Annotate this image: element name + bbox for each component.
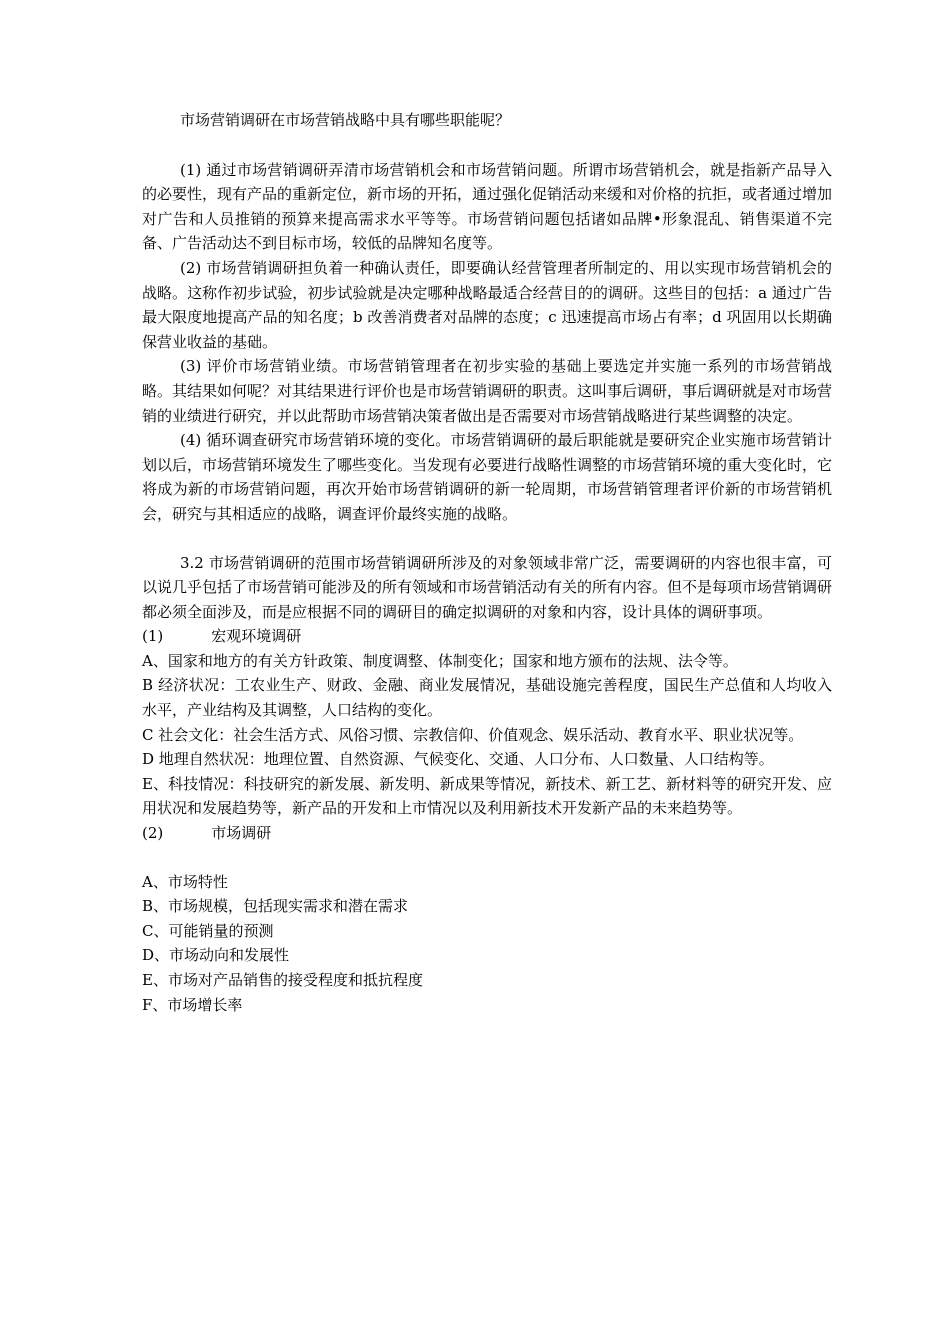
- function-paragraph-1: (1) 通过市场营销调研弄清市场营销机会和市场营销问题。所谓市场营销机会，就是指新产品导入的必要性，现有产品的重新定位，新市场的开拓，通过强化促销活动来缓和对价格的抗拒，或者通过增加对广告和人员推销的预算来提高需求水平等等。市场营销问题包括诸如品牌•形象混乱、销售渠道不完备、广告活动达不到目标市场，较低的品牌知名度等。: [142, 160, 833, 253]
- scope-intro-paragraph: 3.2 市场营销调研的范围市场营销调研所涉及的对象领域非常广泛，需要调研的内容也很丰富，可以说几乎包括了市场营销可能涉及的所有领域和市场营销活动有关的所有内容。但不是每项市场营销调研都必须全面涉及，而是应根据不同的调研目的确定拟调研的对象和内容，设计具体的调研事项。: [142, 553, 833, 621]
- macro-item-e: E、科技情况：科技研究的新发展、新发明、新成果等情况，新技术、新工艺、新材料等的研究开发、应用状况和发展趋势等，新产品的开发和上市情况以及利用新技术开发新产品的未来趋势等。: [142, 774, 832, 818]
- section-title: 市场调研: [211, 824, 272, 843]
- function-paragraph-2: (2) 市场营销调研担负着一种确认责任，即要确认经营管理者所制定的、用以实现市场营销机会的战略。这称作初步试验，初步试验就是决定哪种战略最适合经营目的的调研。这些目的包括：a 通过广告最大限度地提高产品的知名度；b 改善消费者对品牌的态度；c 迅速提高市场占有率；d 巩固用以长期确保营业收益的基础。: [142, 258, 832, 351]
- macro-item-a: A、国家和地方的有关方针政策、制度调整、体制变化；国家和地方颁布的法规、法令等。: [142, 651, 738, 670]
- market-item-f: F、市场增长率: [142, 995, 243, 1014]
- function-paragraph-3: (3) 评价市场营销业绩。市场营销管理者在初步实验的基础上要选定并实施一系列的市场营销战略。其结果如何呢？对其结果进行评价也是市场营销调研的职责。这叫事后调研，事后调研就是对市场营销的业绩进行研究，并以此帮助市场营销决策者做出是否需要对市场营销战略进行某些调整的决定。: [142, 357, 833, 425]
- market-item-c: C、可能销量的预测: [142, 921, 274, 940]
- function-paragraph-4: (4) 循环调查研究市场营销环境的变化。市场营销调研的最后职能就是要研究企业实施市场营销计划以后，市场营销环境发生了哪些变化。当发现有必要进行战略性调整的市场营销环境的重大变化时，它将成为新的市场营销问题，再次开始市场营销调研的新一轮周期，市场营销管理者评价新的市场营销机会，研究与其相适应的战略，调查评价最终实施的战略。: [142, 431, 833, 523]
- document-page: [142, 108, 832, 1017]
- market-item-d: D、市场动向和发展性: [142, 946, 290, 965]
- market-item-e: E、市场对产品销售的接受程度和抵抗程度: [142, 971, 423, 989]
- market-item-b: B、市场规模，包括现实需求和潜在需求: [142, 897, 409, 916]
- section-number: (1): [142, 627, 164, 646]
- macro-item-c: C 社会文化：社会生活方式、风俗习惯、宗教信仰、价值观念、娱乐活动、教育水平、职业状况等。: [142, 725, 804, 744]
- section-title: 宏观环境调研: [211, 627, 302, 646]
- question-heading: 市场营销调研在市场营销战略中具有哪些职能呢？: [180, 111, 511, 129]
- market-item-a: A、市场特性: [142, 872, 228, 891]
- macro-item-b: B 经济状况：工农业生产、财政、金融、商业发展情况，基础设施完善程度，国民生产总值和人均收入水平，产业结构及其调整，人口结构的变化。: [142, 676, 832, 720]
- section-number: (2): [142, 824, 164, 843]
- section-heading-market: [142, 821, 832, 846]
- section-heading-macro: [142, 624, 832, 649]
- macro-item-d: D 地理自然状况：地理位置、自然资源、气候变化、交通、人口分布、人口数量、人口结构等。: [142, 750, 774, 769]
